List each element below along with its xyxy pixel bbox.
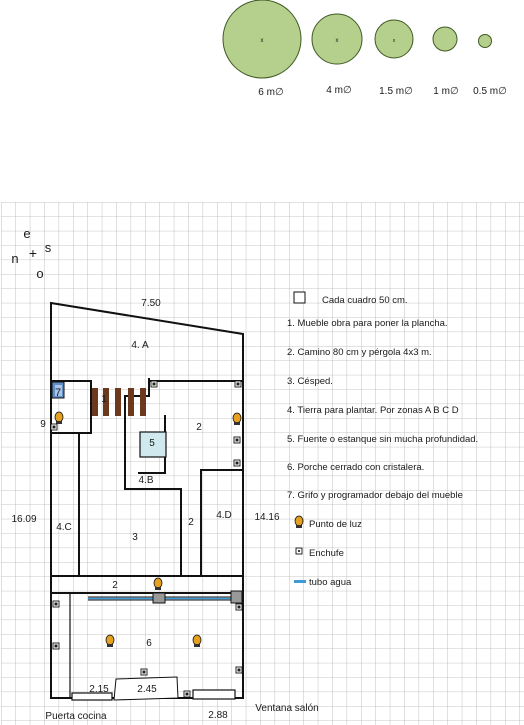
socket-icon [184,691,190,697]
legend-item: 6. Porche cerrado con cristalera. [287,462,425,473]
zone-7: 7 [54,387,62,399]
legend-item: 7. Grifo y programador debajo del mueble [287,490,463,501]
dimension-right: 14.16 [254,512,280,523]
valve-box [231,591,242,603]
socket-icon [53,643,59,649]
socket-icon [51,424,57,430]
legend-item: 4. Tierra para plantar. Por zonas A B C D [287,405,459,416]
light-bulb-icon [55,412,63,424]
zone-2-mid: 2 [188,517,194,528]
circle-1m-icon [433,27,457,51]
zone-4d: 4.D [216,510,232,521]
compass-east: e [23,226,31,241]
legend-item: 1. Mueble obra para poner la plancha. [287,318,448,329]
zone-2-path: 2 [112,580,118,591]
light-bulb-icon [154,578,162,590]
legend-item: 2. Camino 80 cm y pérgola 4x3 m. [287,347,432,358]
socket-icon [296,548,302,554]
socket-icon [236,604,242,610]
legend-socket-label: Enchufe [309,548,344,559]
socket-icon [151,381,157,387]
zone-5: 5 [149,438,155,449]
dimension-bottom-left: 2.15 [89,684,109,695]
light-bulb-icon [106,635,114,647]
grid-square-icon [294,292,305,303]
legend-item: 3. Césped. [287,376,333,387]
window-living-label: Ventana salón [255,703,319,714]
scale-label: 1.5 m∅ [379,86,413,97]
circle-0-5m-icon [479,35,492,48]
valve-box [153,593,165,603]
door-kitchen-label: Puerta cocina [45,711,107,722]
light-bulb-icon [233,413,241,425]
socket-icon [235,381,241,387]
legend-water-label: tubo agua [309,577,352,588]
zone-9: 9 [40,419,46,430]
zone-4a: 4. A [131,340,149,351]
light-bulb-icon [193,635,201,647]
compass-center: + [28,245,38,261]
scale-label: 4 m∅ [326,85,352,96]
scale-legend [223,0,507,98]
water-pipe-icon [294,580,306,583]
dimension-bottom-mid: 2.45 [137,684,157,695]
socket-icon [236,667,242,673]
legend-light-label: Punto de luz [309,519,362,530]
zone-3: 3 [132,532,138,543]
compass-south: s [44,240,52,255]
dimension-bottom-right: 2.88 [208,710,228,721]
dimension-top: 7.50 [141,298,161,309]
compass-west: o [36,266,44,281]
legend-grid-note: Cada cuadro 50 cm. [322,295,408,306]
socket-icon [234,460,240,466]
socket-icon [141,669,147,675]
circle-mark: x [392,38,396,44]
scale-label: 1 m∅ [433,86,459,97]
scale-label: 0.5 m∅ [473,86,507,97]
legend-item: 5. Fuente o estanque sin mucha profundidad. [287,434,479,445]
zone-2-top: 2 [196,422,202,433]
socket-icon [53,601,59,607]
light-bulb-icon [295,516,303,528]
scale-label: 6 m∅ [258,87,284,98]
dimension-left: 16.09 [11,514,37,525]
zone-4c: 4.C [56,522,72,533]
socket-icon [234,437,240,443]
zone-1: 1 [101,394,107,405]
circle-mark: x [260,38,264,44]
zone-4b: 4.B [138,475,154,486]
circle-mark: x [335,38,339,44]
zone-6: 6 [146,638,152,649]
compass-north: n [11,251,19,266]
